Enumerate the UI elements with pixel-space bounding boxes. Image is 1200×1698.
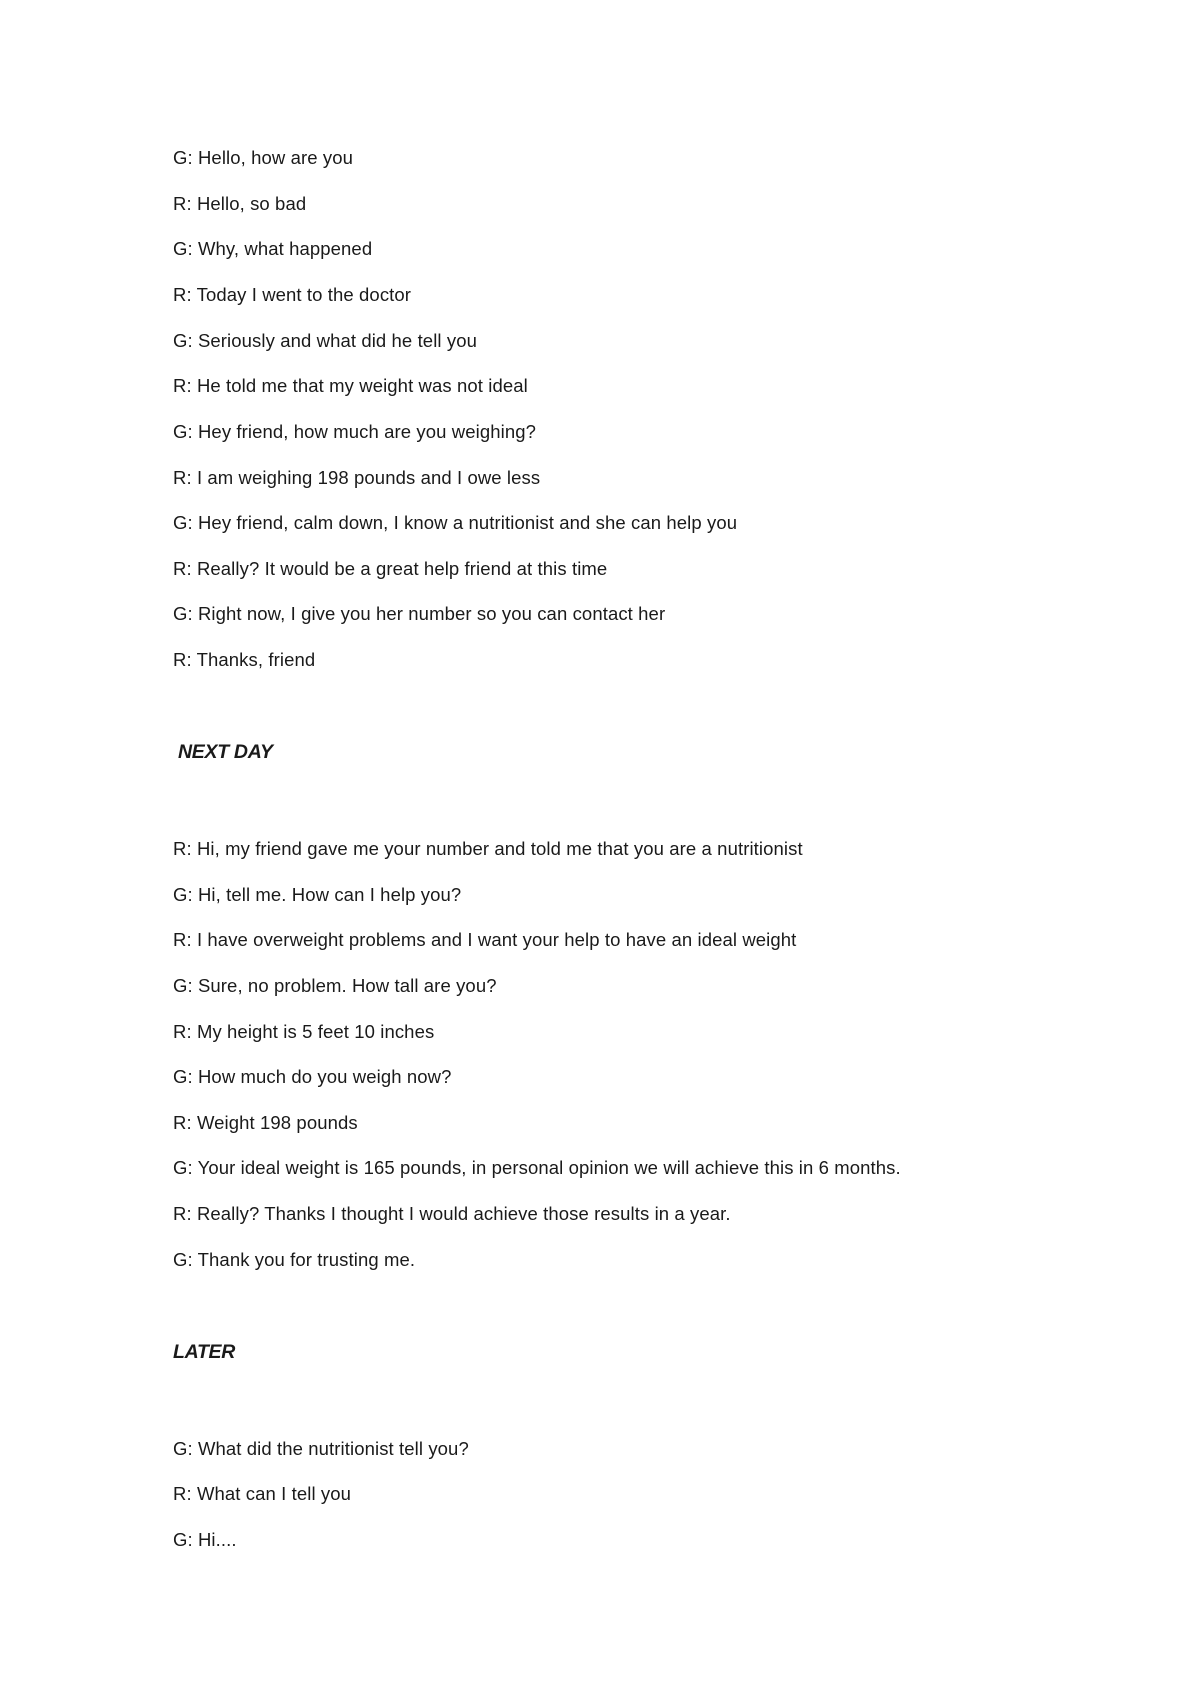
dialogue-line: R: Really? It would be a great help friend at this time (173, 558, 608, 579)
dialogue-line: R: Hello, so bad (173, 193, 307, 214)
dialogue-line: G: Your ideal weight is 165 pounds, in personal opinion we will achieve this in 6 months. (173, 1157, 901, 1178)
dialogue-line: R: Today I went to the doctor (173, 284, 412, 305)
dialogue-line: G: Seriously and what did he tell you (173, 330, 477, 351)
dialogue-line: G: Sure, no problem. How tall are you? (173, 975, 497, 996)
dialogue-line: G: Hey friend, how much are you weighing? (173, 421, 536, 442)
dialogue-line: G: Hi, tell me. How can I help you? (173, 884, 462, 905)
dialogue-line: G: How much do you weigh now? (173, 1066, 452, 1087)
dialogue-line: R: I have overweight problems and I want your help to have an ideal weight (173, 929, 797, 950)
dialogue-line: R: My height is 5 feet 10 inches (173, 1021, 435, 1042)
dialogue-line: G: What did the nutritionist tell you? (173, 1438, 469, 1459)
dialogue-line: G: Hello, how are you (173, 147, 353, 168)
dialogue-line: R: Thanks, friend (173, 649, 316, 670)
dialogue-line: G: Right now, I give you her number so you can contact her (173, 603, 666, 624)
dialogue-line: R: Really? Thanks I thought I would achieve those results in a year. (173, 1203, 731, 1224)
dialogue-line: R: He told me that my weight was not ideal (173, 375, 528, 396)
dialogue-line: G: Hey friend, calm down, I know a nutritionist and she can help you (173, 512, 738, 533)
dialogue-line: G: Why, what happened (173, 238, 373, 259)
section-heading-later: LATER (173, 1341, 236, 1363)
dialogue-line: R: Hi, my friend gave me your number and told me that you are a nutritionist (173, 838, 803, 859)
dialogue-line: R: Weight 198 pounds (173, 1112, 358, 1133)
dialogue-line: G: Hi.... (173, 1529, 237, 1550)
section-heading-next-day: NEXT DAY (178, 741, 273, 763)
dialogue-line: R: I am weighing 198 pounds and I owe less (173, 467, 541, 488)
dialogue-line: R: What can I tell you (173, 1483, 352, 1504)
dialogue-line: G: Thank you for trusting me. (173, 1249, 416, 1270)
